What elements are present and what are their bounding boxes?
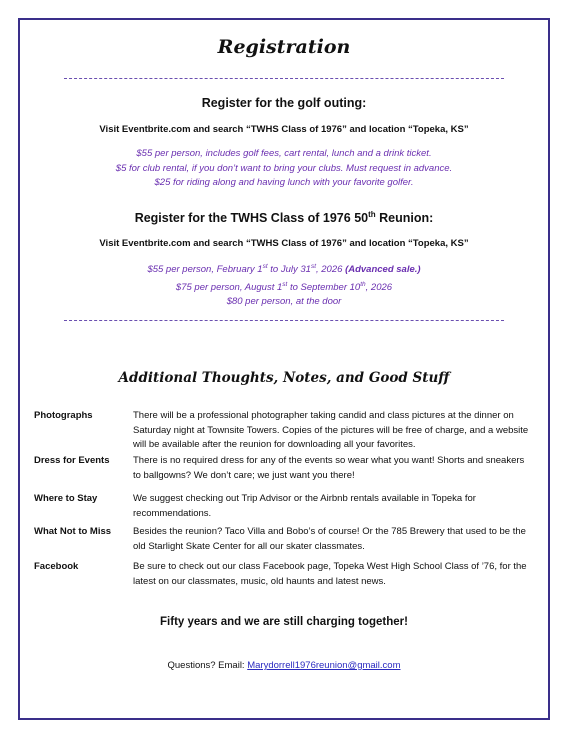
notes-heading: Additional Thoughts, Notes, and Good Stuff <box>118 370 450 386</box>
reunion-price-list <box>20 260 548 310</box>
reunion-price-2: $75 per person, August 1st to September 10th, 2026 <box>175 280 393 293</box>
advanced-sale-note: (Advanced sale.) <box>345 264 421 276</box>
note-label: Where to Stay <box>34 493 98 504</box>
golf-price-2: $5 for club rental, if you don’t want to bring your clubs. Must request in advance. <box>115 162 453 174</box>
note-label: Facebook <box>34 561 79 572</box>
golf-price-list <box>20 147 548 191</box>
contact-line <box>20 660 548 671</box>
note-label: Photographs <box>34 410 93 421</box>
note-text: We suggest checking out Trip Advisor or the Airbnb rentals available in Topeka for recommendations. <box>133 493 476 519</box>
reunion-visit-instructions: Visit Eventbrite.com and search “TWHS Class of 1976” and location “Topeka, KS” <box>99 238 469 249</box>
note-text: There will be a professional photographer taking candid and class pictures at the dinner on Saturday night at Townsite Towers. Copies of the pictures will be free of charge, and a website will be available after the reunion for downloading all your favorites. <box>133 410 529 450</box>
reunion-heading: Register for the TWHS Class of 1976 50th Reunion: <box>134 210 434 226</box>
note-text: Be sure to check out our class Facebook page, Topeka West High School Class of ’76, for the latest on our classmates, music, old haunts and latest news. <box>133 561 527 587</box>
contact-label: Questions? Email: <box>167 660 248 671</box>
reunion-price-1: $55 per person, February 1st to July 31st, 2026 (Advanced sale.) <box>147 263 421 276</box>
closing-line: Fifty years and we are still charging together! <box>160 616 408 628</box>
golf-price-3: $25 for riding along and having lunch with your favorite golfer. <box>154 177 414 188</box>
note-text: There is no required dress for any of the events so wear what you want! Shorts and sneakers to ballgowns? We don’t care; we just want you there! <box>133 455 525 481</box>
email-link[interactable]: Marydorrell1976reunion@gmail.com <box>247 660 401 671</box>
note-label: What Not to Miss <box>34 526 112 537</box>
golf-price-1: $55 per person, includes golf fees, cart rental, lunch and a drink ticket. <box>136 148 432 159</box>
registration-flyer <box>18 18 550 720</box>
note-text: Besides the reunion? Taco Villa and Bobo’s of course! Or the 785 Brewery that used to be the old Starlight Skate Center for all our skater classmates. <box>133 526 526 552</box>
golf-heading: Register for the golf outing: <box>201 96 367 110</box>
golf-visit-instructions: Visit Eventbrite.com and search “TWHS Class of 1976” and location “Topeka, KS” <box>99 124 469 135</box>
divider-top <box>64 78 504 79</box>
reunion-price-3: $80 per person, at the door <box>226 296 342 308</box>
divider-middle <box>64 320 504 321</box>
note-label: Dress for Events <box>34 455 110 466</box>
page-title: Registration <box>217 36 351 58</box>
